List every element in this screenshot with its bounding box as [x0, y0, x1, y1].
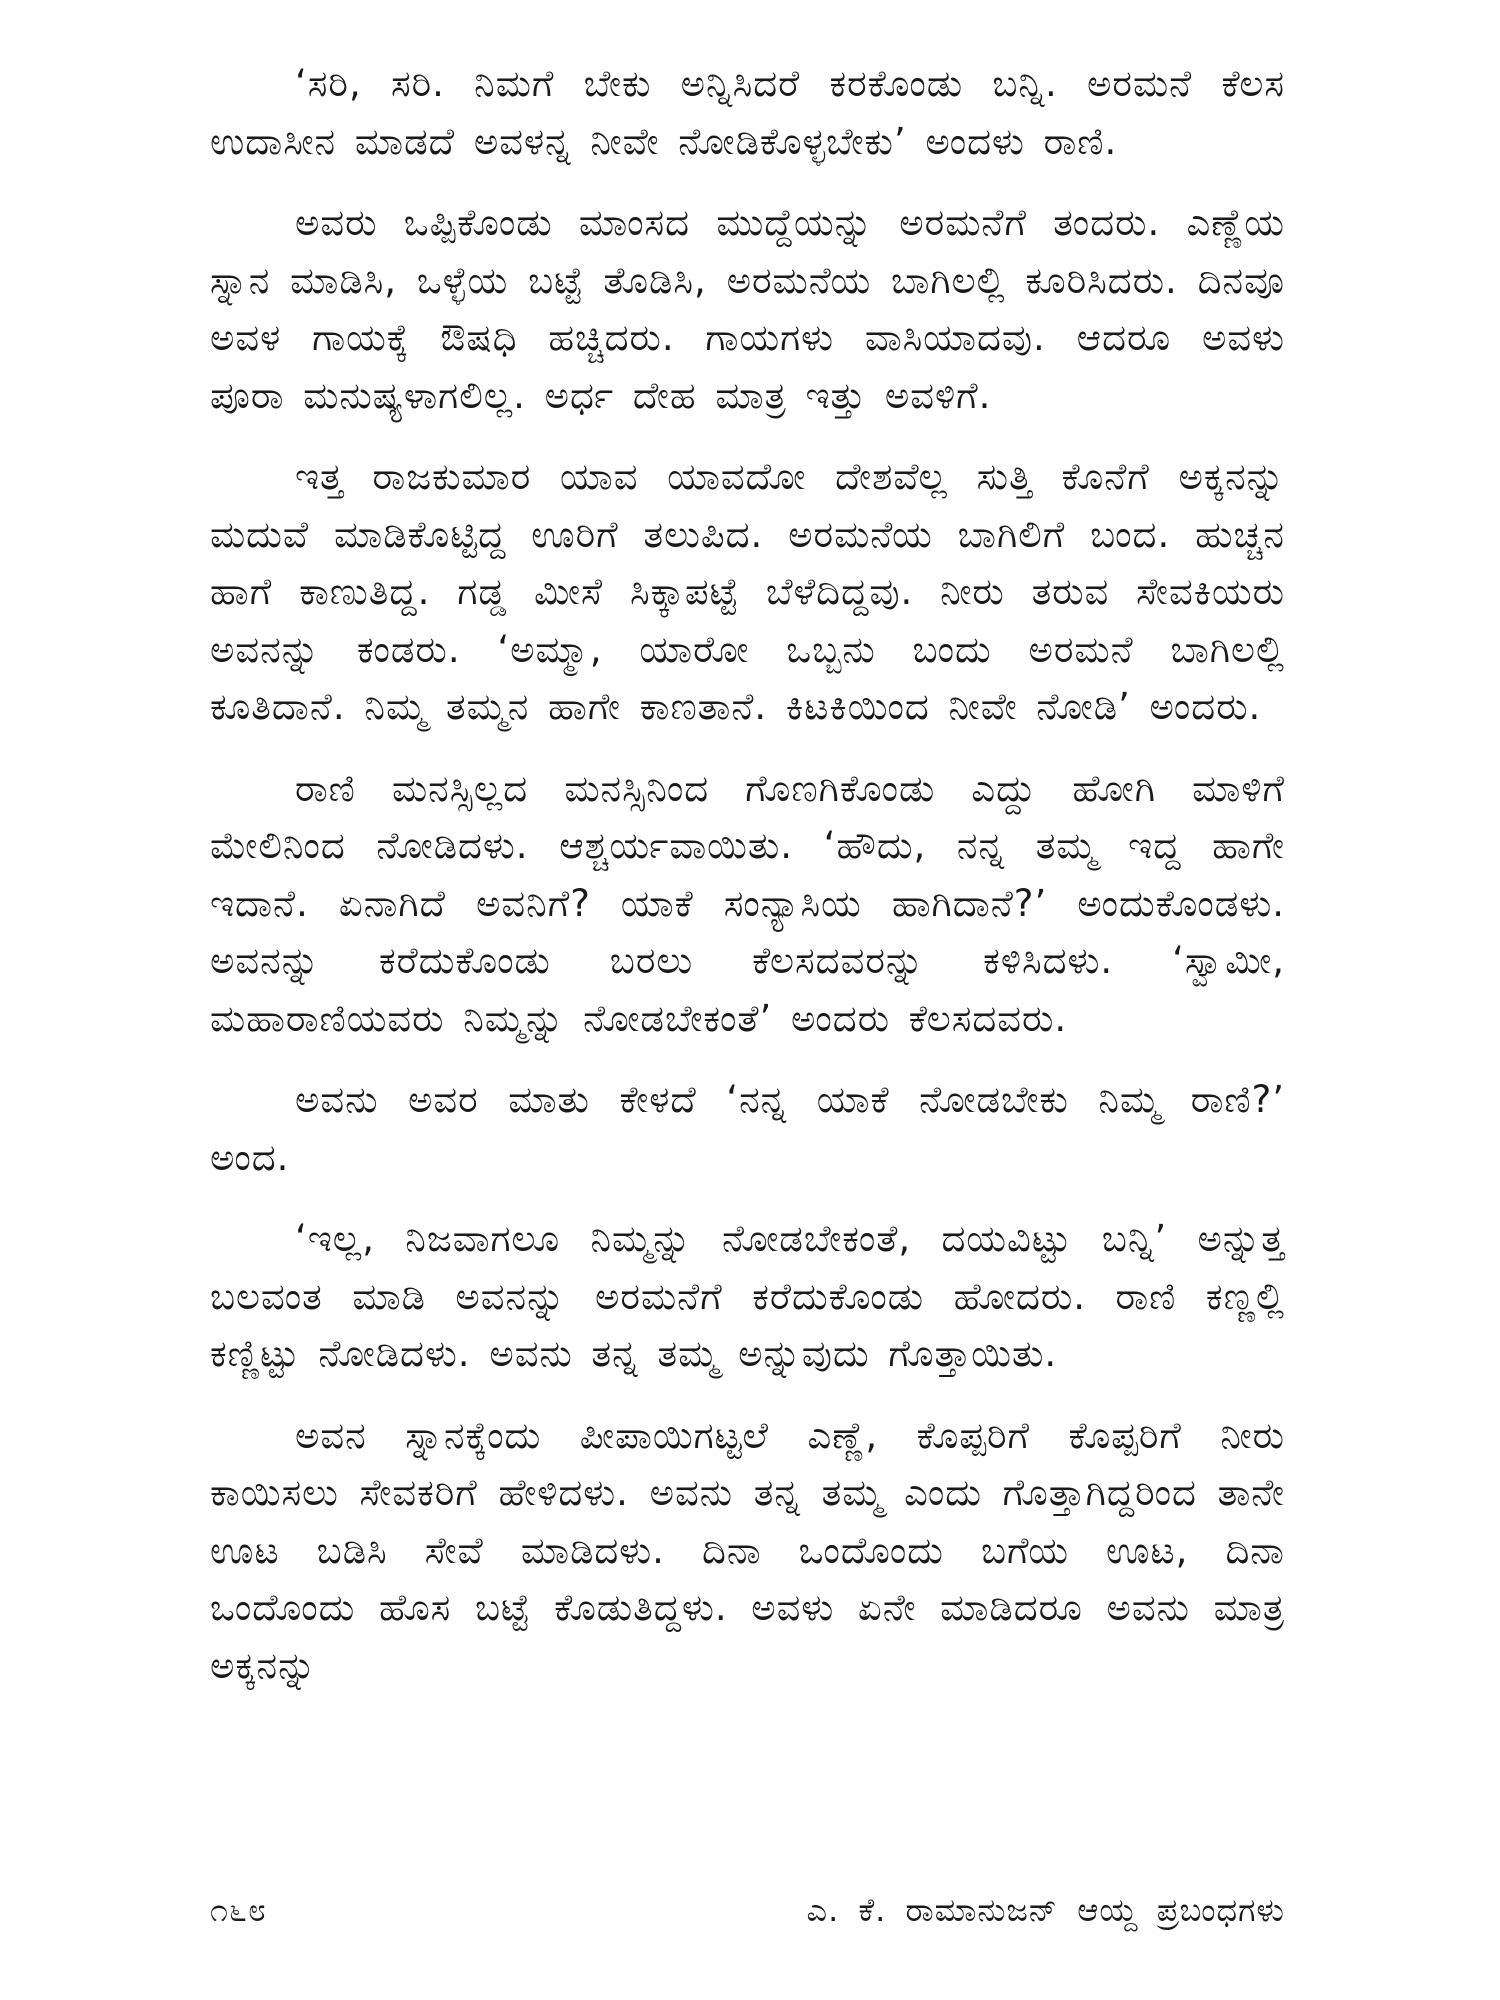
running-title: ಎ. ಕೆ. ರಾಮಾನುಜನ್ ಆಯ್ದ ಪ್ರಬಂಧಗಳು [806, 1891, 1285, 1929]
paragraph-1: ‘ಸರಿ, ಸರಿ. ನಿಮಗೆ ಬೇಕು ಅನ್ನಿಸಿದರೆ ಕರಕೊಂಡು ಬನ್ನಿ. ಅರಮನೆ ಕೆಲಸ ಉದಾಸೀನ ಮಾಡದೆ ಅವಳನ್ನ ನೀವೇ ನೋಡಿಕೊಳ್ಳಬೇಕು’ ಅಂದಳು ರಾಣಿ. [210, 62, 1285, 163]
paragraph-2: ಅವರು ಒಪ್ಪಿಕೊಂಡು ಮಾಂಸದ ಮುದ್ದೆಯನ್ನು ಅರಮನೆಗೆ ತಂದರು. ಎಣ್ಣೆಯ ಸ್ನಾನ ಮಾಡಿಸಿ, ಒಳ್ಳೆಯ ಬಟ್ಟೆ ತೊಡಿಸಿ, ಅರಮನೆಯ ಬಾಗಿಲಲ್ಲಿ ಕೂರಿಸಿದರು. ದಿನವೂ ಅವಳ ಗಾಯಕ್ಕೆ ಔಷಧಿ ಹಚ್ಚಿದರು. ಗಾಯಗಳು ವಾಸಿಯಾದವು. ಆದರೂ ಅವಳು ಪೂರಾ ಮನುಷ್ಯಳಾಗಲಿಲ್ಲ. ಅರ್ಧ ದೇಹ ಮಾತ್ರ ಇತ್ತು ಅವಳಿಗೆ. [210, 201, 1285, 417]
paragraph-7: ಅವನ ಸ್ನಾನಕ್ಕೆಂದು ಪೀಪಾಯಿಗಟ್ಟಲೆ ಎಣ್ಣೆ, ಕೊಪ್ಪರಿಗೆ ಕೊಪ್ಪರಿಗೆ ನೀರು ಕಾಯಿಸಲು ಸೇವಕರಿಗೆ ಹೇಳಿದಳು. ಅವನು ತನ್ನ ತಮ್ಮ ಎಂದು ಗೊತ್ತಾಗಿದ್ದರಿಂದ ತಾನೇ ಊಟ ಬಡಿಸಿ ಸೇವೆ ಮಾಡಿದಳು. ದಿನಾ ಒಂದೊಂದು ಬಗೆಯ ಊಟ, ದಿನಾ ಒಂದೊಂದು ಹೊಸ ಬಟ್ಟೆ ಕೊಡುತಿದ್ದಳು. ಅವಳು ಏನೇ ಮಾಡಿದರೂ ಅವನು ಮಾತ್ರ ಅಕ್ಕನನ್ನು [210, 1413, 1285, 1687]
paragraph-4: ರಾಣಿ ಮನಸ್ಸಿಲ್ಲದ ಮನಸ್ಸಿನಿಂದ ಗೊಣಗಿಕೊಂಡು ಎದ್ದು ಹೋಗಿ ಮಾಳಿಗೆ ಮೇಲಿನಿಂದ ನೋಡಿದಳು. ಆಶ್ಚರ್ಯವಾಯಿತು. ‘ಹೌದು, ನನ್ನ ತಮ್ಮ ಇದ್ದ ಹಾಗೇ ಇದಾನೆ. ಏನಾಗಿದೆ ಅವನಿಗೆ? ಯಾಕೆ ಸಂನ್ಯಾಸಿಯ ಹಾಗಿದಾನೆ?’ ಅಂದುಕೊಂಡಳು. ಅವನನ್ನು ಕರೆದುಕೊಂಡು ಬರಲು ಕೆಲಸದವರನ್ನು ಕಳಿಸಿದಳು. ‘ಸ್ವಾಮೀ, ಮಹಾರಾಣಿಯವರು ನಿಮ್ಮನ್ನು ನೋಡಬೇಕಂತೆ’ ಅಂದರು ಕೆಲಸದವರು. [210, 766, 1285, 1040]
page-footer [210, 1885, 1285, 1935]
paragraph-5: ಅವನು ಅವರ ಮಾತು ಕೇಳದೆ ‘ನನ್ನ ಯಾಕೆ ನೋಡಬೇಕು ನಿಮ್ಮ ರಾಣಿ?’ ಅಂದ. [210, 1078, 1285, 1179]
body-text [210, 55, 1285, 1694]
page-number: ೧೬೮ [210, 1891, 267, 1929]
paragraph-6: ‘ಇಲ್ಲ, ನಿಜವಾಗಲೂ ನಿಮ್ಮನ್ನು ನೋಡಬೇಕಂತೆ, ದಯವಿಟ್ಟು ಬನ್ನಿ’ ಅನ್ನುತ್ತ ಬಲವಂತ ಮಾಡಿ ಅವನನ್ನು ಅರಮನೆಗೆ ಕರೆದುಕೊಂಡು ಹೋದರು. ರಾಣಿ ಕಣ್ಣಲ್ಲಿ ಕಣ್ಣಿಟ್ಟು ನೋಡಿದಳು. ಅವನು ತನ್ನ ತಮ್ಮ ಅನ್ನುವುದು ಗೊತ್ತಾಯಿತು. [210, 1217, 1285, 1375]
paragraph-3: ಇತ್ತ ರಾಜಕುಮಾರ ಯಾವ ಯಾವದೋ ದೇಶವೆಲ್ಲ ಸುತ್ತಿ ಕೊನೆಗೆ ಅಕ್ಕನನ್ನು ಮದುವೆ ಮಾಡಿಕೊಟ್ಟಿದ್ದ ಊರಿಗೆ ತಲುಪಿದ. ಅರಮನೆಯ ಬಾಗಿಲಿಗೆ ಬಂದ. ಹುಚ್ಚನ ಹಾಗೆ ಕಾಣುತಿದ್ದ. ಗಡ್ಡ ಮೀಸೆ ಸಿಕ್ಕಾಪಟ್ಟೆ ಬೆಳೆದಿದ್ದವು. ನೀರು ತರುವ ಸೇವಕಿಯರು ಅವನನ್ನು ಕಂಡರು. ‘ಅಮ್ಮಾ, ಯಾರೋ ಒಬ್ಬನು ಬಂದು ಅರಮನೆ ಬಾಗಿಲಲ್ಲಿ ಕೂತಿದಾನೆ. ನಿಮ್ಮ ತಮ್ಮನ ಹಾಗೇ ಕಾಣತಾನೆ. ಕಿಟಕಿಯಿಂದ ನೀವೇ ನೋಡಿ’ ಅಂದರು. [210, 455, 1285, 728]
